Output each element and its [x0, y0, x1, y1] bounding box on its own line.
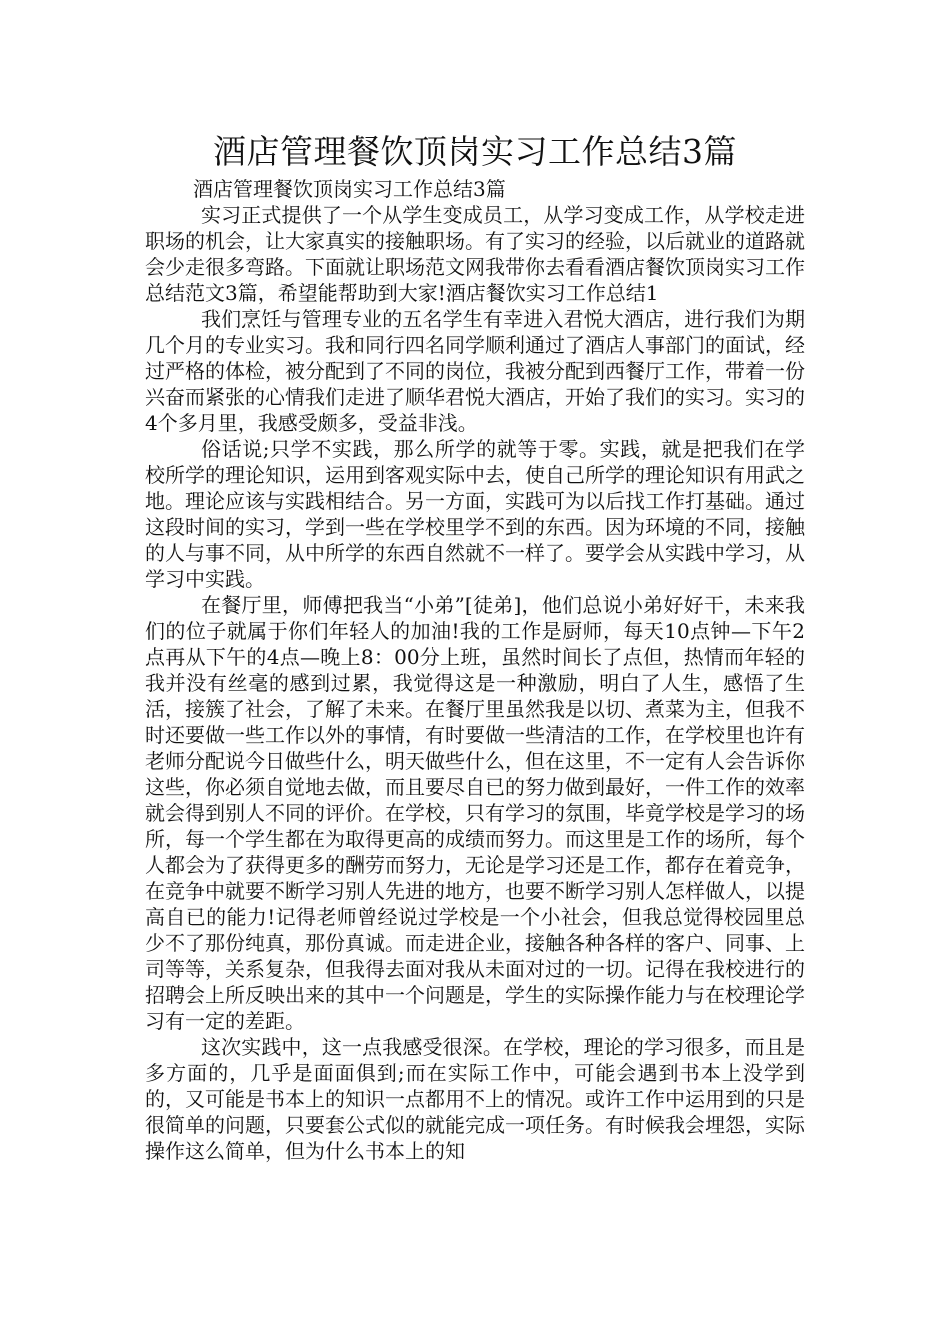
- document-title: 酒店管理餐饮顶岗实习工作总结3篇: [213, 132, 737, 171]
- paragraph-restaurant-work: 在餐厅里，师傅把我当“小弟”[徒弟]，他们总说小弟好好干，未来我们的位子就属于你们年轻人的加油!我的工作是厨师，每天10点钟—下午2点再从下午的4点—晚上8：00分上班，虽然时间长了点但，热情而年轻的我并没有丝毫的感到过累，我觉得这是一种激励，明白了人生，感悟了生活，接簇了社会，了解了未来。在餐厅里虽然我是以切、煮菜为主，但我不时还要做一些工作以外的事情，有时要做一些清洁的工作，在学校里也许有老师分配说今日做些什么，明天做些什么，但在这里，不一定有人会告诉你这些，你必须自觉地去做，而且要尽自已的努力做到最好，一件工作的效率就会得到别人不同的评价。在学校，只有学习的氛围，毕竟学校是学习的场所，每一个学生都在为取得更高的成绩而努力。而这里是工作的场所，每个人都会为了获得更多的酬劳而努力，无论是学习还是工作，都存在着竞争，在竞争中就要不断学习别人先进的地方，也要不断学习别人怎样做人，以提高自已的能力!记得老师曾经说过学校是一个小社会，但我总觉得校园里总少不了那份纯真，那份真诚。而走进企业，接触各种各样的客户、同事、上司等等，关系复杂，但我得去面对我从未面对过的一切。记得在我校进行的招聘会上所反映出来的其中一个问题是，学生的实际操作能力与在校理论学习有一定的差距。: [145, 593, 805, 1033]
- paragraph-internship-start: 我们烹饪与管理专业的五名学生有幸进入君悦大酒店，进行我们为期几个月的专业实习。我和同行四名同学顺利通过了酒店人事部门的面试，经过严格的体检，被分配到了不同的岗位，我被分配到西餐厅工作，带着一份兴奋而紧张的心情我们走进了顺华君悦大酒店，开始了我们的实习。实习的4个多月里，我感受颇多，受益非浅。: [145, 307, 805, 435]
- document-subtitle: 酒店管理餐饮顶岗实习工作总结3篇: [193, 177, 506, 201]
- document-page: [145, 128, 805, 1164]
- paragraph-theory-practice: 俗话说;只学不实践，那么所学的就等于零。实践，就是把我们在学校所学的理论知识，运用到客观实际中去，使自己所学的理论知识有用武之地。理论应该与实践相结合。另一方面，实践可为以后找工作打基础。通过这段时间的实习，学到一些在学校里学不到的东西。因为环境的不同，接触的人与事不同，从中所学的东西自然就不一样了。要学会从实践中学习，从学习中实践。: [145, 437, 805, 591]
- paragraph-intro: 实习正式提供了一个从学生变成员工，从学习变成工作，从学校走进职场的机会，让大家真实的接触职场。有了实习的经验，以后就业的道路就会少走很多弯路。下面就让职场范文网我带你去看看酒店餐饮顶岗实习工作总结范文3篇，希望能帮助到大家!酒店餐饮实习工作总结1: [145, 203, 805, 305]
- paragraph-practice-reflection: 这次实践中，这一点我感受很深。在学校，理论的学习很多，而且是多方面的，几乎是面面俱到;而在实际工作中，可能会遇到书本上没学到的，又可能是书本上的知识一点都用不上的情况。或许工作中运用到的只是很简单的问题，只要套公式似的就能完成一项任务。有时候我会埋怨，实际操作这么简单，但为什么书本上的知: [145, 1035, 805, 1163]
